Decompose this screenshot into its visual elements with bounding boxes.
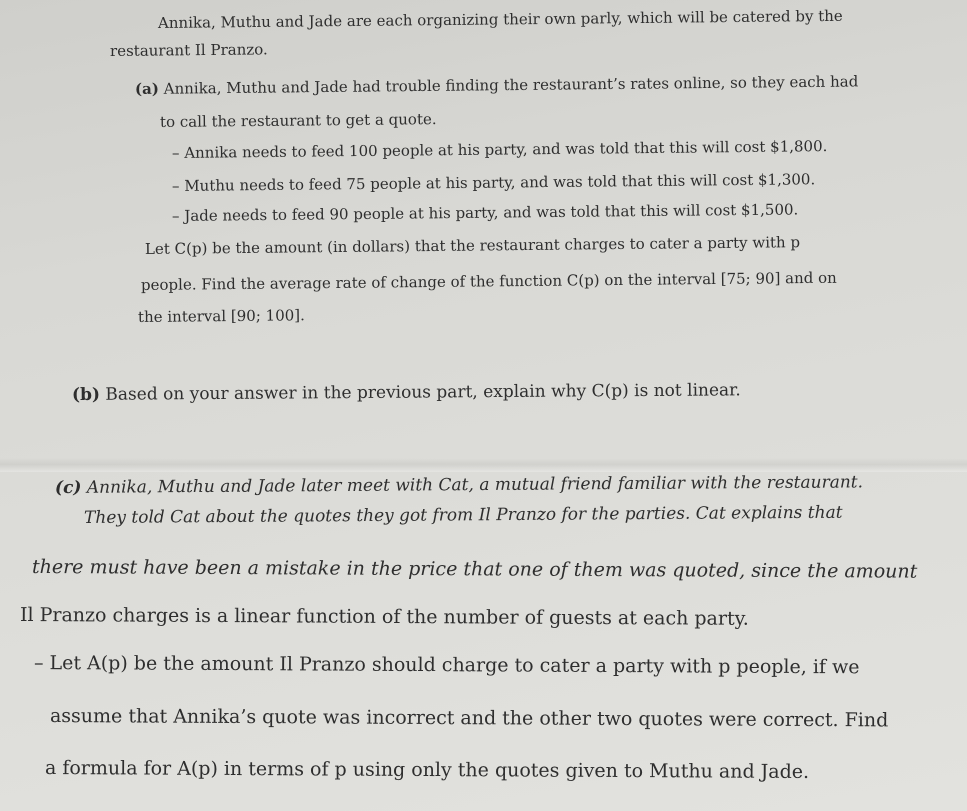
part-a-line-1 (135, 72, 858, 98)
part-b-label: (b) (71, 384, 101, 405)
part-a-text-1: Annika, Muthu and Jade had trouble finding the restaurant’s rates online, so they each had (163, 72, 859, 98)
part-b-line (72, 380, 741, 405)
intro-line-2: restaurant Il Pranzo. (109, 40, 268, 60)
bullet-annika: – Annika needs to feed 100 people at his party, and was told that this will cost $1,800. (171, 137, 828, 162)
intro-line-1: Annika, Muthu and Jade are each organizing their own parly, which will be catered by the (157, 6, 843, 32)
bullet-jade: – Jade needs to feed 90 people at his party, and was told that this will cost $1,500. (171, 200, 799, 225)
part-c-line-3: there must have been a mistake in the price that one of them was quoted, since the amount (31, 556, 918, 583)
part-a-line-2: to call the restaurant to get a quote. (159, 110, 437, 131)
bullet-muthu: – Muthu needs to feed 75 people at his party, and was told that this will cost $1,300. (171, 170, 816, 195)
part-c-line-4: Il Pranzo charges is a linear function of the number of guests at each party. (19, 604, 749, 630)
part-c-line-7: a formula for A(p) in terms of p using only the quotes given to Muthu and Jade. (44, 757, 810, 784)
part-a-label: (a) (134, 79, 160, 98)
paper-fold (0, 458, 967, 472)
part-c-text-1: Annika, Muthu and Jade later meet with Cat, a mutual friend familiar with the restaurant. (86, 472, 864, 498)
part-c-line-6: assume that Annika’s quote was incorrect and the other two quotes were correct. Find (49, 705, 889, 732)
part-c-line-5: – Let A(p) be the amount Il Pranzo should charge to cater a party with p people, if we (33, 652, 860, 679)
part-c-label: (c) (54, 477, 82, 498)
part-a-line-4: people. Find the average rate of change of the function C(p) on the interval [75; 90] and on (140, 268, 837, 294)
part-c-line-1 (55, 472, 863, 498)
part-a-line-5: the interval [90; 100]. (137, 306, 305, 326)
part-a-line-3: Let C(p) be the amount (in dollars) that the restaurant charges to cater a party with p (144, 233, 801, 258)
part-c-line-2: They told Cat about the quotes they got from Il Pranzo for the parties. Cat explains that (83, 502, 843, 528)
part-b-text: Based on your answer in the previous part, explain why C(p) is not linear. (105, 380, 741, 405)
